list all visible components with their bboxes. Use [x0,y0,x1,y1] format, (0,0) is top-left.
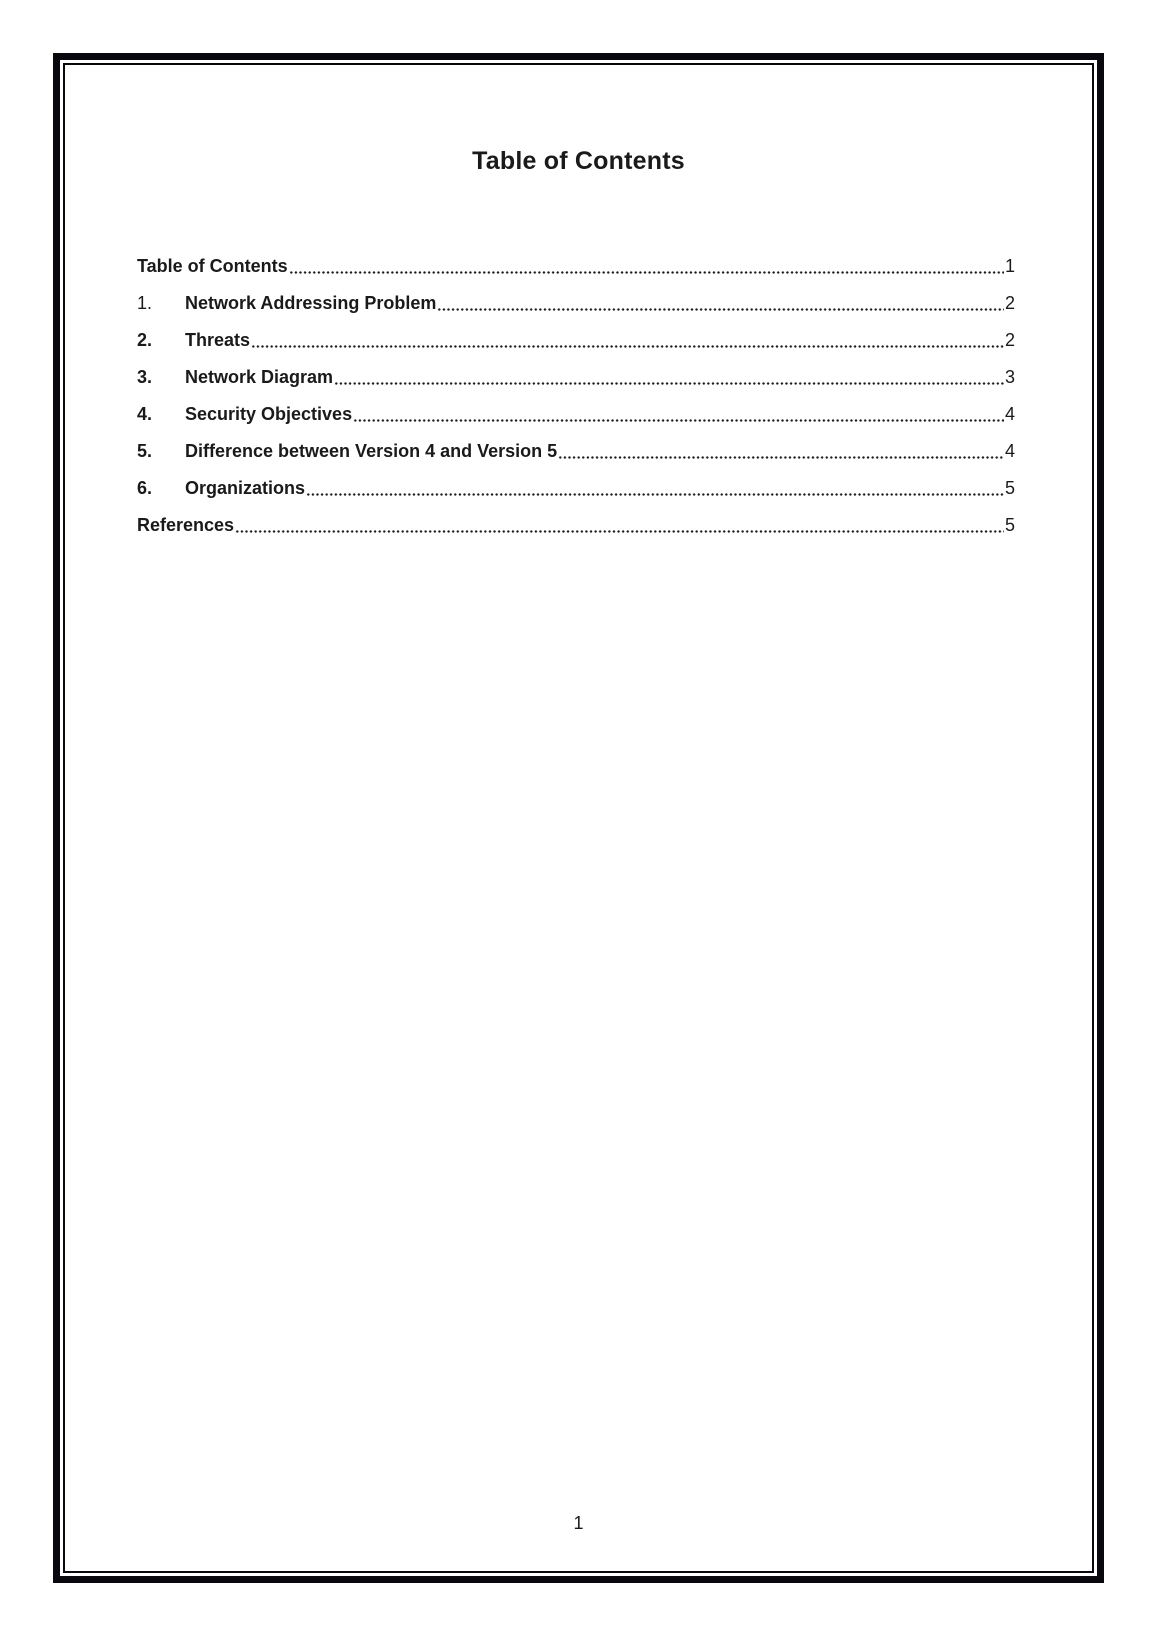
toc-entry[interactable] [137,396,1015,433]
toc-dot-leader [437,285,1005,322]
toc-entry-page: 2 [1004,330,1015,350]
page-border-inner [63,63,1094,1573]
toc-entry-page: 3 [1004,367,1015,387]
toc-dot-leader [251,322,1005,359]
toc-dot-leader [235,507,1005,544]
toc-entry-number: 1. [137,293,153,313]
toc-entry[interactable] [137,470,1015,507]
toc-entry-page: 5 [1004,515,1015,535]
page-border-frame [53,53,1104,1583]
page-title: Table of Contents [472,147,685,175]
toc-entry-page: 1 [1004,256,1015,276]
toc-dot-leader [334,359,1005,396]
toc-entry-number: 2. [137,330,153,350]
toc-entry-number: 4. [137,404,153,424]
toc-dot-leader [558,433,1005,470]
toc-entry-page: 5 [1004,478,1015,498]
toc-entry[interactable] [137,285,1015,322]
toc-entry-label: Organizations [185,478,306,498]
toc-list [65,248,1092,544]
toc-entry[interactable] [137,433,1015,470]
toc-entry-label: Security Objectives [185,404,353,424]
toc-entry-label: Table of Contents [137,256,288,276]
toc-entry-page: 4 [1004,441,1015,461]
toc-dot-leader [306,470,1005,507]
footer-page-number: 1 [573,1513,584,1533]
toc-entry-number: 3. [137,367,153,387]
toc-entry-label: Threats [185,330,251,350]
toc-entry-label: Difference between Version 4 and Version 5 [185,441,558,461]
toc-entry-page: 2 [1004,293,1015,313]
toc-entry-number: 5. [137,441,153,461]
toc-entry-label: Network Addressing Problem [185,293,437,313]
toc-entry[interactable] [137,322,1015,359]
toc-entry-number: 6. [137,478,153,498]
toc-dot-leader [289,248,1005,285]
toc-entry[interactable] [137,359,1015,396]
toc-entry-label: References [137,515,235,535]
toc-entry-label: Network Diagram [185,367,334,387]
toc-dot-leader [353,396,1005,433]
toc-entry-page: 4 [1004,404,1015,424]
toc-entry[interactable] [137,248,1015,285]
toc-entry[interactable] [137,507,1015,544]
